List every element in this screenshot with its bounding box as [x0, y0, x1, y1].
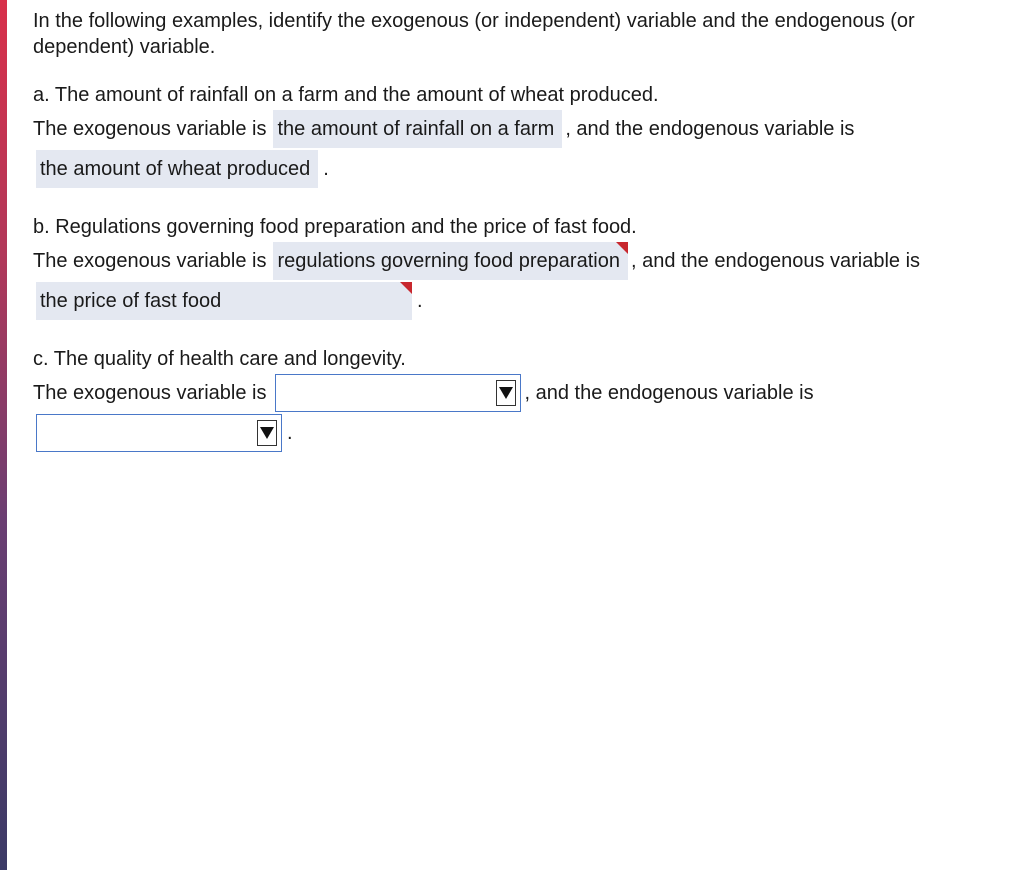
dropdown-arrow-icon[interactable]: [257, 420, 277, 446]
question-a-endogenous-text: the amount of wheat produced: [40, 158, 311, 180]
question-c-exogenous-select[interactable]: [275, 374, 521, 412]
dropdown-arrow-icon[interactable]: [496, 380, 516, 406]
question-a: [33, 80, 1003, 188]
question-b: [33, 212, 1003, 320]
question-c-prefix: The exogenous variable is: [33, 382, 267, 404]
dropdown-arrow-glyph: [499, 387, 513, 399]
question-a-line-2: [33, 150, 1003, 188]
question-b-end: .: [417, 290, 423, 312]
question-c-line-1: [33, 374, 1003, 412]
left-accent-bar: [0, 0, 7, 870]
question-b-middle: , and the endogenous variable is: [630, 250, 921, 272]
question-b-exogenous-text: regulations governing food preparation: [277, 250, 620, 272]
question-b-title: b. Regulations governing food preparation and the price of fast food.: [33, 216, 637, 238]
question-a-line-1: [33, 110, 1003, 148]
question-b-endogenous-text: the price of fast food: [40, 290, 222, 312]
dropdown-arrow-glyph: [260, 427, 274, 439]
question-b-endogenous-answer[interactable]: [36, 282, 412, 320]
question-c-endogenous-select[interactable]: [36, 414, 282, 452]
question-a-end: .: [323, 158, 329, 180]
question-c-title: c. The quality of health care and longevity.: [33, 348, 406, 370]
question-c-line-2: [33, 414, 1003, 452]
incorrect-flag-icon: [400, 282, 412, 294]
question-a-title: a. The amount of rainfall on a farm and the amount of wheat produced.: [33, 84, 659, 106]
incorrect-flag-icon: [616, 242, 628, 254]
question-b-prefix: The exogenous variable is: [33, 250, 267, 272]
question-a-middle: , and the endogenous variable is: [565, 118, 855, 140]
question-a-endogenous-answer[interactable]: [36, 150, 318, 188]
question-a-exogenous-answer[interactable]: [273, 110, 562, 148]
question-b-line-2: [33, 282, 1003, 320]
question-b-line-1: [33, 242, 1003, 280]
question-a-exogenous-text: the amount of rainfall on a farm: [277, 118, 555, 140]
question-b-exogenous-answer[interactable]: [273, 242, 627, 280]
question-intro: In the following examples, identify the exogenous (or independent) variable and the endogenous (or dependent) variable.: [33, 10, 915, 58]
question-c-middle: , and the endogenous variable is: [524, 382, 814, 404]
question-c-end: .: [287, 422, 293, 444]
question-c: [33, 344, 1003, 452]
question-a-prefix: The exogenous variable is: [33, 118, 267, 140]
question-content: [33, 8, 1003, 476]
